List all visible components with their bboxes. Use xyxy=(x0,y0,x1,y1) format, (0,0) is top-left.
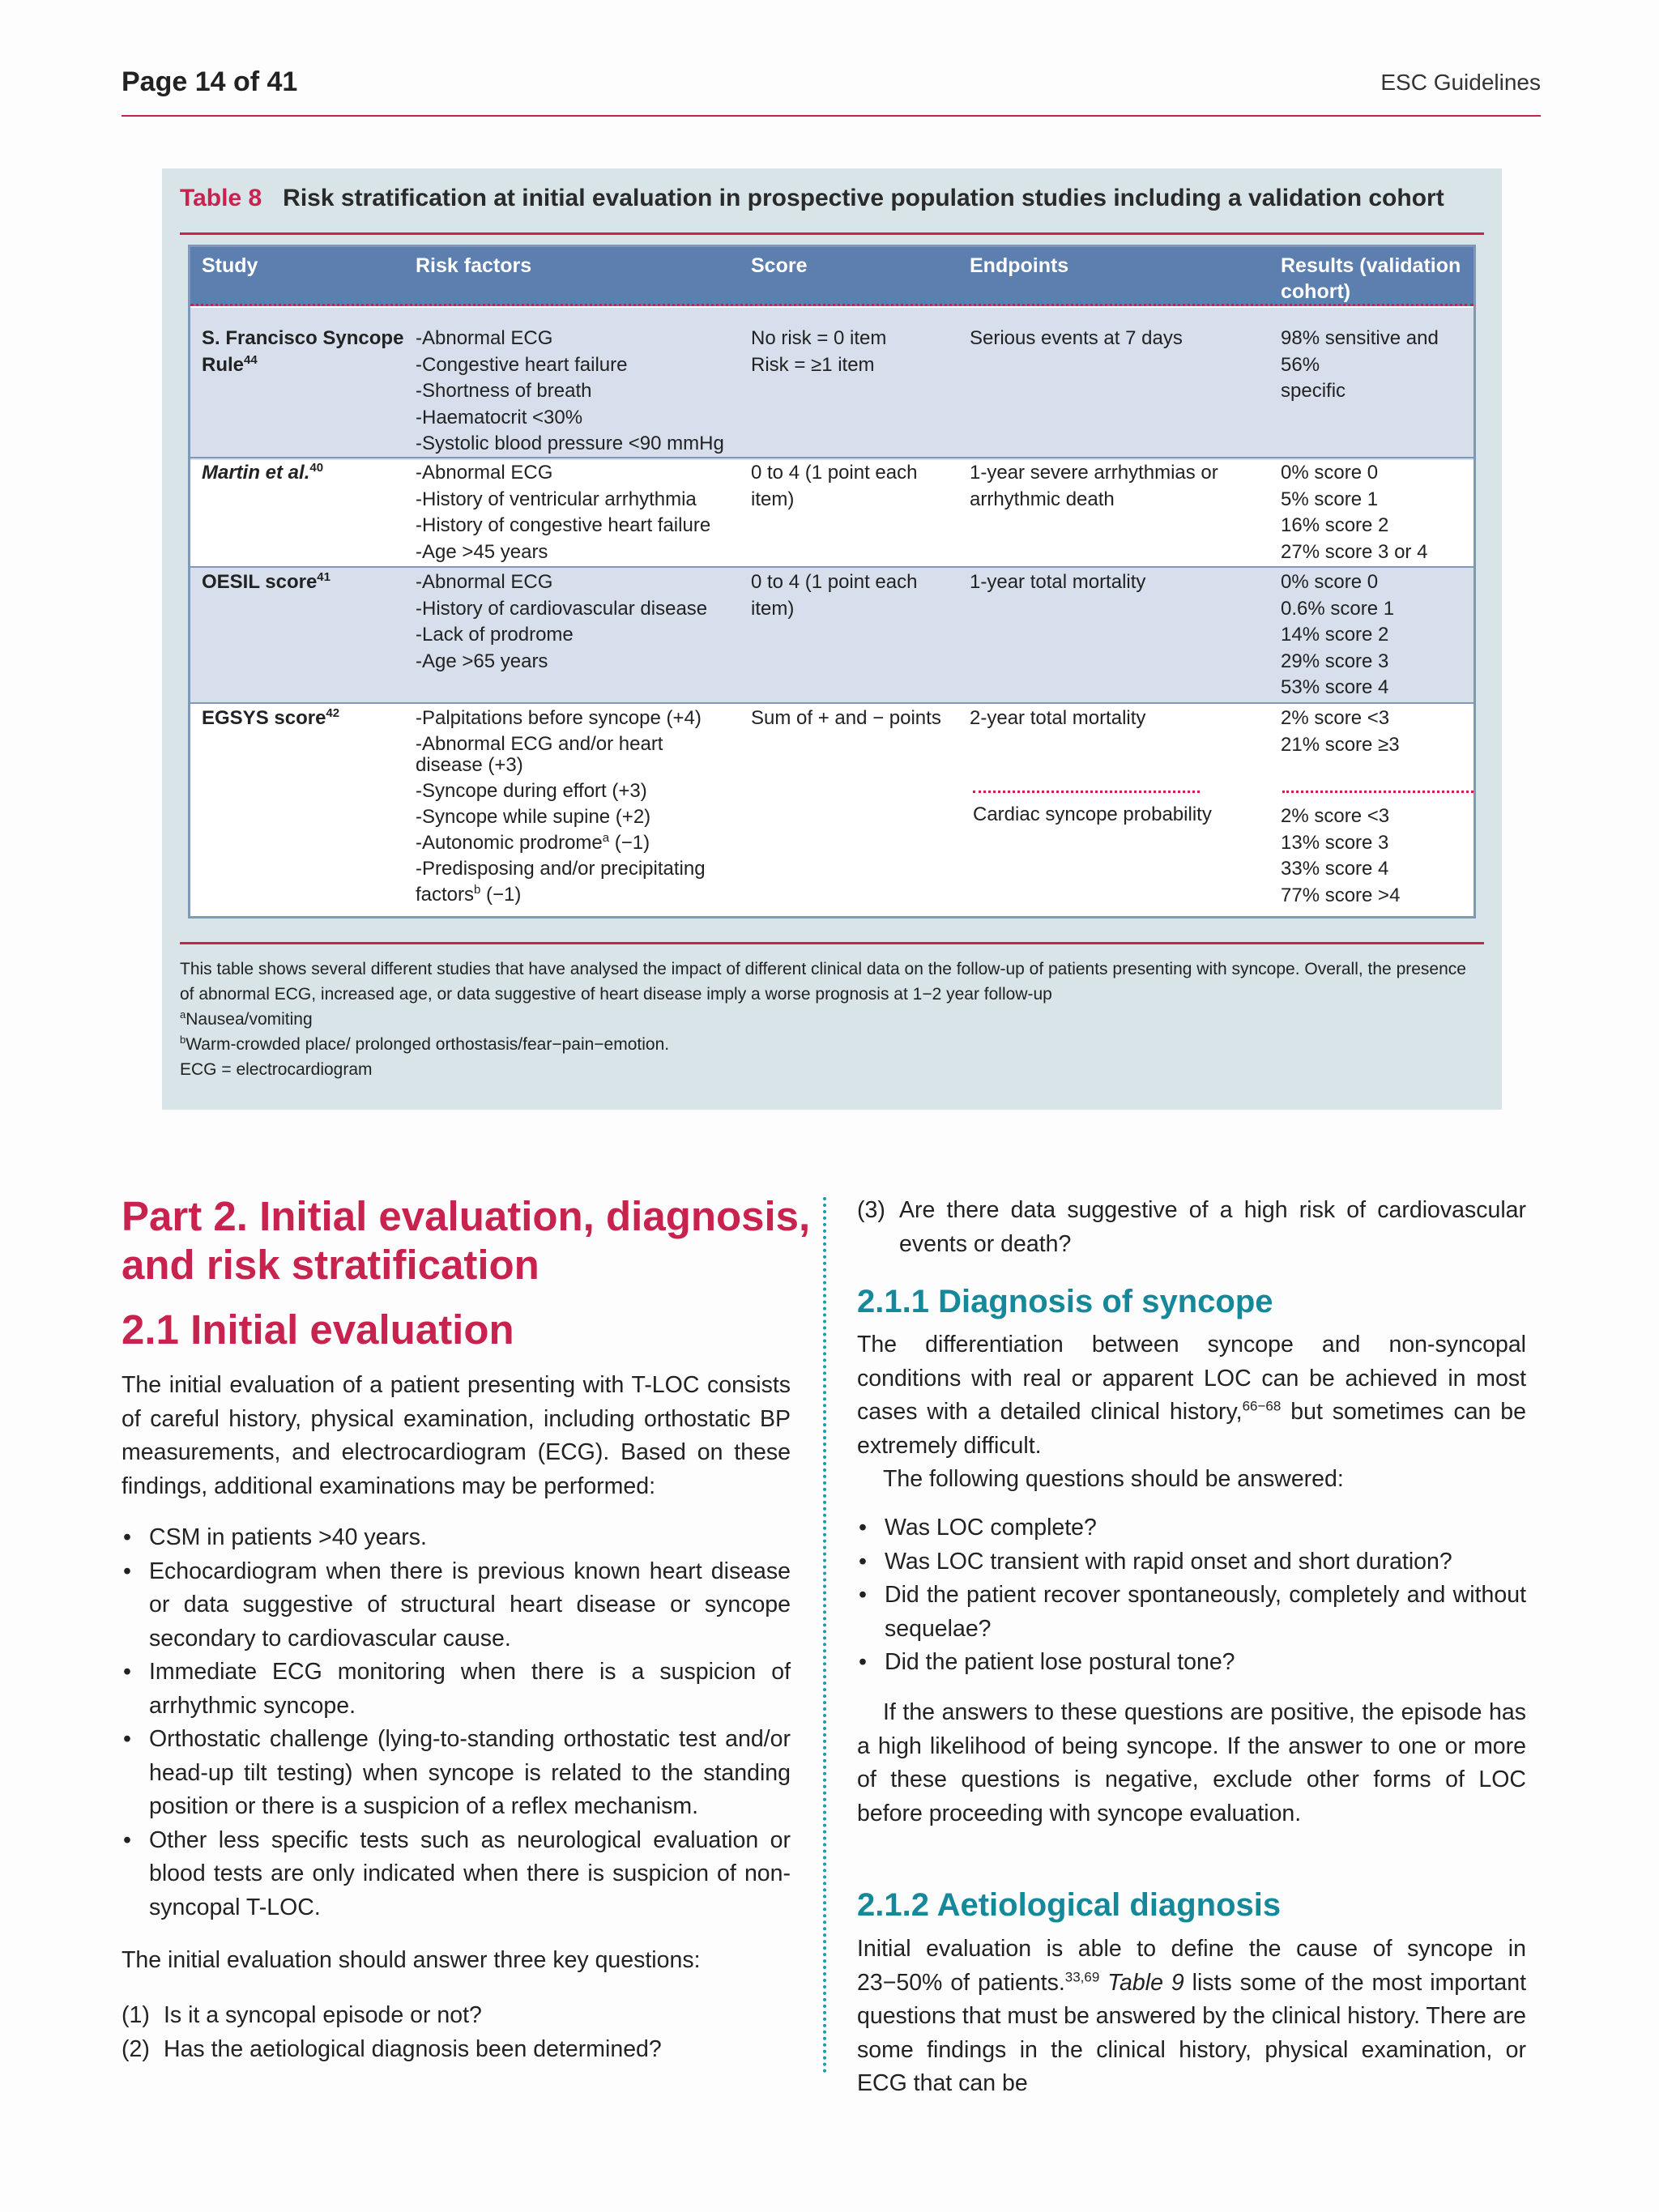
endpoints-cell: 1-year total mortality xyxy=(970,571,1146,593)
list-item: • Was LOC transient with rapid onset and short duration? xyxy=(857,1545,1526,1579)
footnote-a: $^a$Nausea/vomiting xyxy=(180,1008,313,1029)
follow-paragraph: The following questions should be answered: xyxy=(883,1466,1344,1492)
table-label: Table 8 xyxy=(180,185,262,211)
study-name: Martin et al.$^{40}$ xyxy=(202,461,324,484)
aetiology-paragraph: Initial evaluation is able to define the cause of syncope in 23−50% of patients.$^{33,69}$ Table 9 lists some of the most important questions that must be answered by the clinical history. There are some findings in the clinical history, physical examination, or ECG that can be xyxy=(857,1936,1527,2096)
diagnosis-paragraph: The differentiation between syncope and non-syncopal conditions with real or apparent LOC can be achieved in most cases with a detailed clinical history,$^{66-68}$ but sometimes can be extremely difficult. xyxy=(857,1332,1526,1459)
header-rule xyxy=(122,115,1541,117)
table-top-rule xyxy=(180,232,1484,235)
study-name: S. Francisco Syncope Rule$^{44}$ xyxy=(202,327,404,376)
subsection-title: 2.1.1 Diagnosis of syncope xyxy=(857,1284,1273,1319)
score-cell: 0 to 4 (1 point each item) xyxy=(751,571,918,620)
list-item: (1) Is it a syncopal episode or not? xyxy=(122,2002,482,2028)
test-list xyxy=(122,1521,791,1924)
footnote-b: $^b$Warm-crowded place/ prolonged orthostasis/fear−pain−emotion. xyxy=(180,1034,670,1054)
results-cell: 0% score 0 5% score 1 16% score 2 27% score 3 or 4 xyxy=(1281,462,1428,563)
conclusion-paragraph: If the answers to these questions are positive, the episode has a high likelihood of being syncope. If the answer to one or more of these questions is negative, exclude other forms of LOC before proceeding with syncope evaluation. xyxy=(857,1699,1526,1826)
list-item: (2) Has the aetiological diagnosis been determined? xyxy=(122,2035,662,2062)
table-row xyxy=(190,702,1473,916)
column-header-risk-factors: Risk factors xyxy=(416,254,532,277)
dotted-divider xyxy=(1282,791,1473,793)
running-header: ESC Guidelines xyxy=(1380,70,1541,95)
results-cell: 98% sensitive and 56% specific xyxy=(1281,327,1439,402)
key-questions-list xyxy=(122,1999,791,2066)
score-cell: No risk = 0 item Risk = ≥1 item xyxy=(751,327,887,376)
study-name: EGSYS score$^{42}$ xyxy=(202,706,340,729)
column-header-score: Score xyxy=(751,254,808,277)
risk-factors-cell: -Abnormal ECG -Congestive heart failure -Shortness of breath -Haematocrit <30% -Systolic blood pressure <90 mmHg xyxy=(416,327,724,454)
table-row xyxy=(190,566,1473,702)
dotted-divider xyxy=(973,791,1200,793)
list-item: • Other less specific tests such as neurological evaluation or blood tests are only indicated when there is suspicion of non-syncopal T-LOC. xyxy=(122,1824,791,1925)
footnote-abbreviation: ECG = electrocardiogram xyxy=(180,1060,373,1079)
table-title: Risk stratification at initial evaluation in prospective population studies including a validation cohort xyxy=(283,185,1444,211)
list-item: • CSM in patients >40 years. xyxy=(122,1521,791,1555)
questions-intro: The initial evaluation should answer three key questions: xyxy=(122,1947,701,1973)
table-row xyxy=(190,457,1473,566)
table-footnotes xyxy=(180,957,1484,1082)
footnote-summary: This table shows several different studies that have analysed the impact of different clinical data on the follow-up of patients presenting with syncope. Overall, the presence of abnormal ECG, increased age, or data suggestive of heart disease imply a worse prognosis at 1−2 year follow-up xyxy=(180,960,1466,1004)
endpoints-cell: Serious events at 7 days xyxy=(970,327,1183,349)
list-item: • Did the patient recover spontaneously, completely and without sequelae? xyxy=(857,1579,1526,1646)
diagnosis-question-list xyxy=(857,1511,1526,1680)
column-header-study: Study xyxy=(202,254,258,277)
table-row xyxy=(190,308,1473,460)
risk-factors-cell: -Abnormal ECG -History of cardiovascular disease -Lack of prodrome -Age >65 years xyxy=(416,571,708,672)
column-divider xyxy=(823,1197,826,2073)
study-name: OESIL score$^{41}$ xyxy=(202,570,331,593)
list-item: • Immediate ECG monitoring when there is a suspicion of arrhythmic syncope. xyxy=(122,1656,791,1723)
results-cell: 0% score 0 0.6% score 1 14% score 2 29% score 3 53% score 4 xyxy=(1281,571,1395,698)
list-item: • Echocardiogram when there is previous known heart disease or data suggestive of structural heart disease or syncope secondary to cardiovascular cause. xyxy=(122,1555,791,1656)
column-header-results: Results (validation cohort) xyxy=(1281,254,1461,303)
list-item: • Was LOC complete? xyxy=(857,1511,1526,1545)
list-item: (3) Are there data suggestive of a high risk of cardiovascular events or death? xyxy=(857,1197,1526,1257)
page-number: Page 14 of 41 xyxy=(122,66,298,97)
column-header-endpoints: Endpoints xyxy=(970,254,1069,277)
results-cell: 2% score <3 21% score ≥3 2% score <3 13% score 3 33% score 4 77% score >4 xyxy=(1281,707,1401,906)
list-item: • Orthostatic challenge (lying-to-standing orthostatic test and/or head-up tilt testing) when syncope is related to the standing position or there is a suspicion of a reflex mechanism. xyxy=(122,1723,791,1824)
risk-factors-cell: -Abnormal ECG -History of ventricular arrhythmia -History of congestive heart failure -Age >45 years xyxy=(416,462,711,563)
table-caption xyxy=(180,185,1444,212)
score-cell: Sum of + and − points xyxy=(751,707,941,729)
list-item: • Did the patient lose postural tone? xyxy=(857,1646,1526,1680)
intro-paragraph: The initial evaluation of a patient presenting with T-LOC consists of careful history, physical examination, including orthostatic BP measurements, and electrocardiogram (ECG). Based on these findings, additional examinations may be performed: xyxy=(122,1372,791,1499)
table-header-row xyxy=(190,247,1473,306)
section-title: 2.1 Initial evaluation xyxy=(122,1306,514,1353)
part-title: Part 2. Initial evaluation, diagnosis, and risk stratification xyxy=(122,1193,811,1288)
endpoints-cell: 2-year total mortality Cardiac syncope probability xyxy=(970,707,1212,825)
table-bottom-rule xyxy=(180,942,1484,944)
endpoints-cell: 1-year severe arrhythmias or arrhythmic death xyxy=(970,462,1218,510)
key-questions-list-continued xyxy=(857,1194,1526,1261)
score-cell: 0 to 4 (1 point each item) xyxy=(751,462,918,510)
risk-factors-cell: -Palpitations before syncope (+4) -Abnormal ECG and/or heart disease (+3) -Syncope during effort (+3) -Syncope while supine (+2) -Autonomic prodrome$^a$ (−1) -Predisposing and/or precipitating factors$^b$ (−1) xyxy=(416,707,706,906)
subsection-title: 2.1.2 Aetiological diagnosis xyxy=(857,1887,1282,1923)
